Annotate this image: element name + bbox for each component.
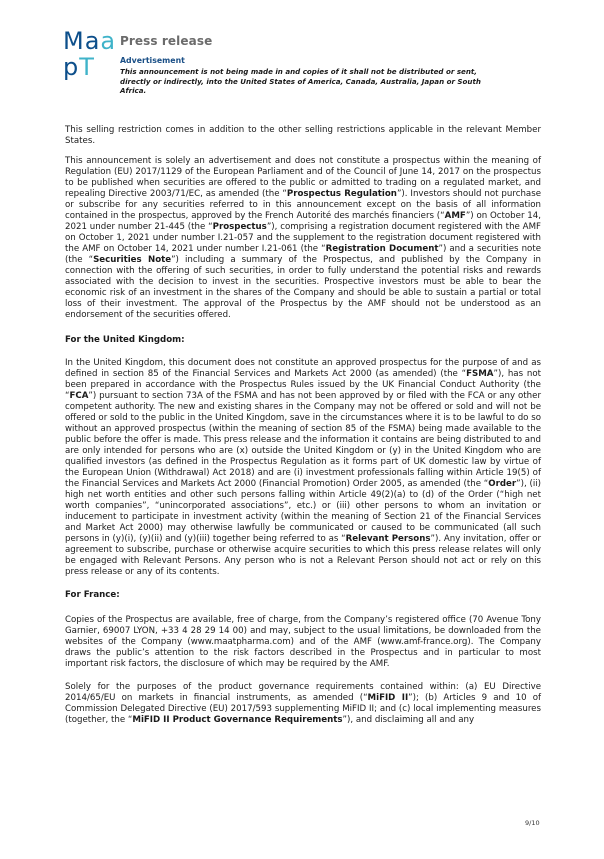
- heading-united-kingdom: For the United Kingdom:: [65, 335, 185, 345]
- heading-france: For France:: [65, 590, 120, 600]
- logo-text-p: p: [63, 53, 80, 81]
- paragraph-united-kingdom: In the United Kingdom, this document does not constitute an approved prospectus for the purpose of and as defined in section 85 of the Financial Services and Markets Act 2000 (as amended) (the “FSMA”), has not been prepared in accordance with the Prospectus Rules issued by the UK Financial Conduct Authority (the “FCA”) pursuant to section 73A of the FSMA and has not been approved by or filed with the FCA or any other competent authority. The new and existing shares in the Company may not be offered or sold and will not be offered or sold to the public in the United Kingdom, save in the circumstances where it is to be lawful to do so without an approved prospectus (within the meaning of section 85 of the FSMA) being made available to the public before the offer is made. This press release and the information it contains are being distributed to and are only intended for persons who are (x) outside the United Kingdom or (y) in the United Kingdom who are qualified investors (as defined in the Prospectus Regulation as it forms part of UK domestic law by virtue of the European Union (Withdrawal) Act 2018) and are (i) investment professionals falling within Article 19(5) of the Financial Services and Markets Act 2000 (Financial Promotion) Order 2005, as amended (the “Order”), (ii) high net worth entities and other such persons falling within Article 49(2)(a) to (d) of the Order (“high net worth companies”, “unincorporated associations”, etc.) or (iii) other persons to whom an invitation or inducement to participate in investment activity (within the meaning of Section 21 of the Financial Services and Market Act 2000) may otherwise lawfully be communicated or caused to be communicated (all such persons in (y)(i), (y)(ii) and (y)(iii) together being referred to as “Relevant Persons”). Any invitation, offer or agreement to subscribe, purchase or otherwise acquire securities to which this press release relates will only be engaged with Relevant Persons. Any person who is not a Relevant Person should not act or rely on this press release or any of its contents.: [65, 358, 542, 577]
- header-title: Press release: [120, 34, 213, 48]
- logo-text-a: a: [100, 27, 117, 55]
- maat-logo: [63, 27, 117, 81]
- advertisement-label: Advertisement: [120, 56, 185, 65]
- distribution-notice: This announcement is not being made in and copies of it shall not be distributed or sent, directly or indirectly, into the United States of America, Canada, Australia, Japan or South Africa.: [120, 67, 481, 95]
- document-body: [65, 125, 541, 726]
- page-number: 9/10: [525, 819, 540, 827]
- logo-text-ma: Ma: [63, 27, 101, 55]
- paragraph-advertisement-disclaimer: This announcement is solely an advertisement and does not constitute a prospectus within the meaning of Regulation (EU) 2017/1129 of the European Parliament and of the Council of June 14, 2017 on the prospectus to be published when securities are offered to the public or admitted to trading on a regulated market, and repealing Directive 2003/71/EC, as amended (the “Prospectus Regulation”). Investors should not purchase or subscribe for any securities referred to in this announcement except on the basis of all information contained in the prospectus, approved by the French Autorité des marchés financiers (“AMF”) on October 14, 2021 under number 21-445 (the “Prospectus”), comprising a registration document registered with the AMF on October 1, 2021 under number I.21-057 and the supplement to the registration document registered with the AMF on October 14, 2021 under number I.21-061 (the “Registration Document”) and a securities note (the “Securities Note”) including a summary of the Prospectus, and published by the Company in connection with the offering of such securities, in order to fully understand the potential risks and rewards associated with the decision to invest in the securities. Prospective investors must be able to bear the economic risk of an investment in the shares of the Company and should be able to sustain a partial or total loss of their investment. The approval of the Prospectus by the AMF should not be understood as an endorsement of the securities offered.: [65, 156, 542, 320]
- paragraph-mifid: Solely for the purposes of the product governance requirements contained within: (a) EU Directive 2014/65/EU on markets in financial instruments, as amended (“MiFID II”); (b) Articles 9 and 10 of Commission Delegated Directive (EU) 2017/593 supplementing MiFID II; and (c) local implementing measures (together, the “MiFID II Product Governance Requirements”), and disclaiming all and any: [65, 682, 542, 725]
- paragraph-selling-restriction: This selling restriction comes in addition to the other selling restrictions applicable in the relevant Member States.: [65, 125, 541, 146]
- logo-text-t: T: [79, 53, 95, 81]
- paragraph-france: Copies of the Prospectus are available, free of charge, from the Company’s registered office (70 Avenue Tony Garnier, 69007 LYON, +33 4 28 29 14 00) and may, subject to the usual limitations, be downloaded from the websites of the Company (www.maatpharma.com) and of the AMF (www.amf-france.org). The Company draws the public’s attention to the risk factors described in the Prospectus and in particular to most important risk factors, the disclosure of which may be required by the AMF.: [65, 615, 541, 669]
